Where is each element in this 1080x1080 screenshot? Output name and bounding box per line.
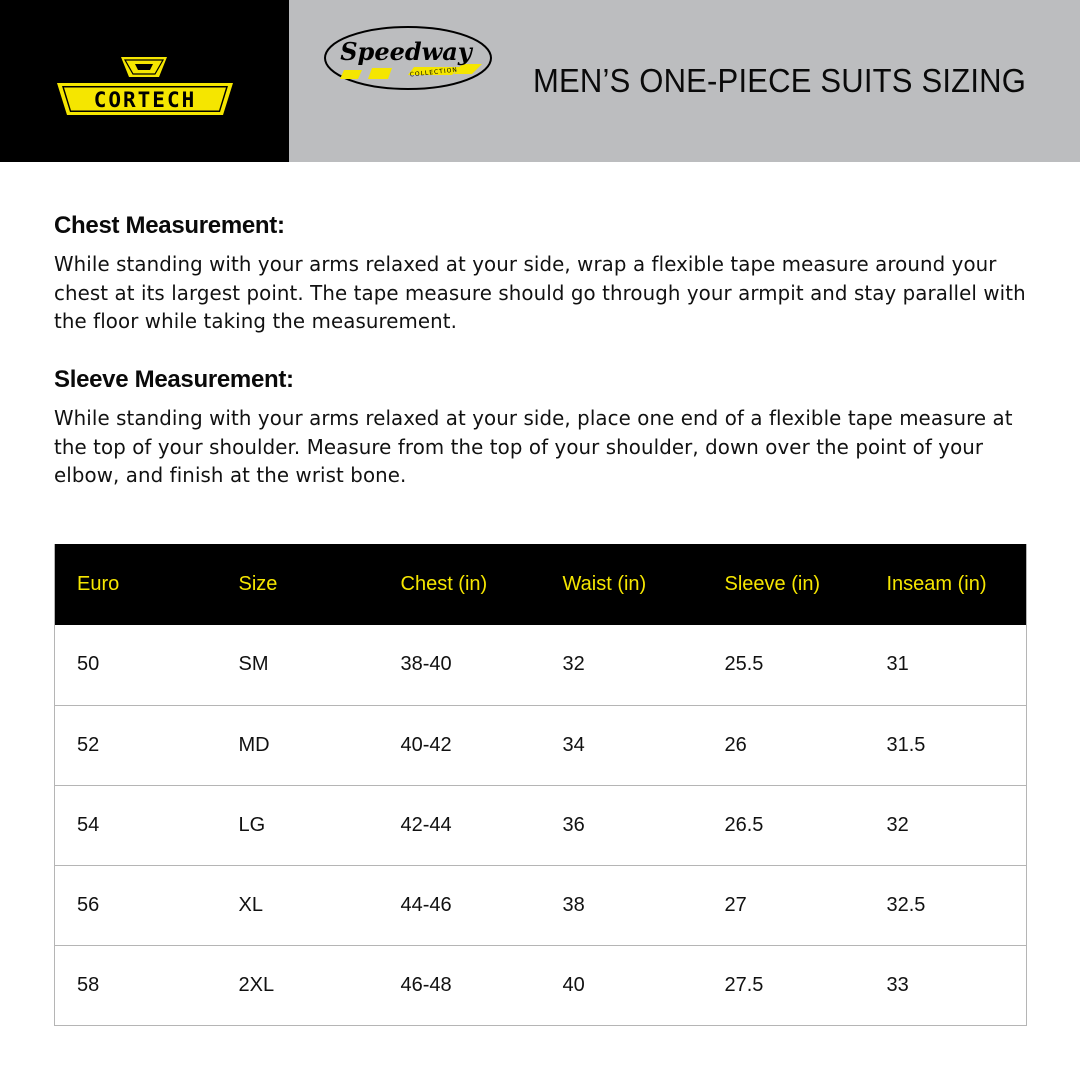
page-title: MEN’S ONE-PIECE SUITS SIZING — [533, 62, 1027, 99]
cell-sleeve: 26 — [703, 705, 865, 785]
cell-euro: 52 — [55, 705, 217, 785]
chest-measurement-section — [54, 212, 1044, 336]
cell-inseam: 31.5 — [865, 705, 1027, 785]
cortech-wordmark: CORTECH — [93, 88, 197, 112]
sleeve-measurement-text: While standing with your arms relaxed at your side, place one end of a flexible tape measure at the top of your shoulder. Measure from the top of your shoulder, down over the point of your elbow, and finish at the wrist bone. — [54, 406, 1013, 487]
column-header-euro: Euro — [55, 544, 217, 625]
column-header-sleeve: Sleeve (in) — [703, 544, 865, 625]
cell-waist: 36 — [541, 785, 703, 865]
table-row — [55, 865, 1027, 945]
page-header — [0, 0, 1080, 162]
sleeve-measurement-heading: Sleeve Measurement: — [54, 366, 294, 393]
sleeve-measurement-section — [54, 366, 1044, 490]
table-row — [55, 785, 1027, 865]
table-row — [55, 945, 1027, 1025]
column-header-inseam: Inseam (in) — [865, 544, 1027, 625]
svg-text:Speedway: Speedway — [340, 37, 472, 66]
chest-measurement-heading: Chest Measurement: — [54, 212, 285, 239]
cell-inseam: 31 — [865, 625, 1027, 705]
cortech-emblem-icon — [121, 57, 167, 77]
svg-text:COLLECTION: COLLECTION — [409, 66, 459, 79]
cell-sleeve: 27 — [703, 865, 865, 945]
cell-waist: 32 — [541, 625, 703, 705]
cell-waist: 34 — [541, 705, 703, 785]
table-header-row — [55, 544, 1027, 625]
title-panel — [289, 0, 1080, 162]
cortech-logo — [55, 55, 235, 119]
cell-euro: 58 — [55, 945, 217, 1025]
cell-euro: 56 — [55, 865, 217, 945]
chest-measurement-text: While standing with your arms relaxed at your side, wrap a flexible tape measure around your chest at its largest point. The tape measure should go through your armpit and stay parallel with the floor while taking the measurement. — [54, 252, 1026, 333]
cell-size: LG — [217, 785, 379, 865]
cell-inseam: 32.5 — [865, 865, 1027, 945]
cell-sleeve: 26.5 — [703, 785, 865, 865]
cell-euro: 54 — [55, 785, 217, 865]
cell-euro: 50 — [55, 625, 217, 705]
cell-size: 2XL — [217, 945, 379, 1025]
cell-size: SM — [217, 625, 379, 705]
cell-sleeve: 27.5 — [703, 945, 865, 1025]
speedway-collection-logo — [322, 22, 494, 94]
cell-chest: 42-44 — [379, 785, 541, 865]
cell-size: XL — [217, 865, 379, 945]
cell-sleeve: 25.5 — [703, 625, 865, 705]
column-header-waist: Waist (in) — [541, 544, 703, 625]
table-row — [55, 625, 1027, 705]
cell-size: MD — [217, 705, 379, 785]
cell-chest: 40-42 — [379, 705, 541, 785]
cell-chest: 46-48 — [379, 945, 541, 1025]
table-row — [55, 705, 1027, 785]
cell-inseam: 32 — [865, 785, 1027, 865]
cell-chest: 44-46 — [379, 865, 541, 945]
cell-chest: 38-40 — [379, 625, 541, 705]
brand-panel — [0, 0, 289, 162]
size-chart-table — [54, 544, 1027, 1026]
column-header-chest: Chest (in) — [379, 544, 541, 625]
cell-waist: 40 — [541, 945, 703, 1025]
cell-waist: 38 — [541, 865, 703, 945]
cell-inseam: 33 — [865, 945, 1027, 1025]
column-header-size: Size — [217, 544, 379, 625]
